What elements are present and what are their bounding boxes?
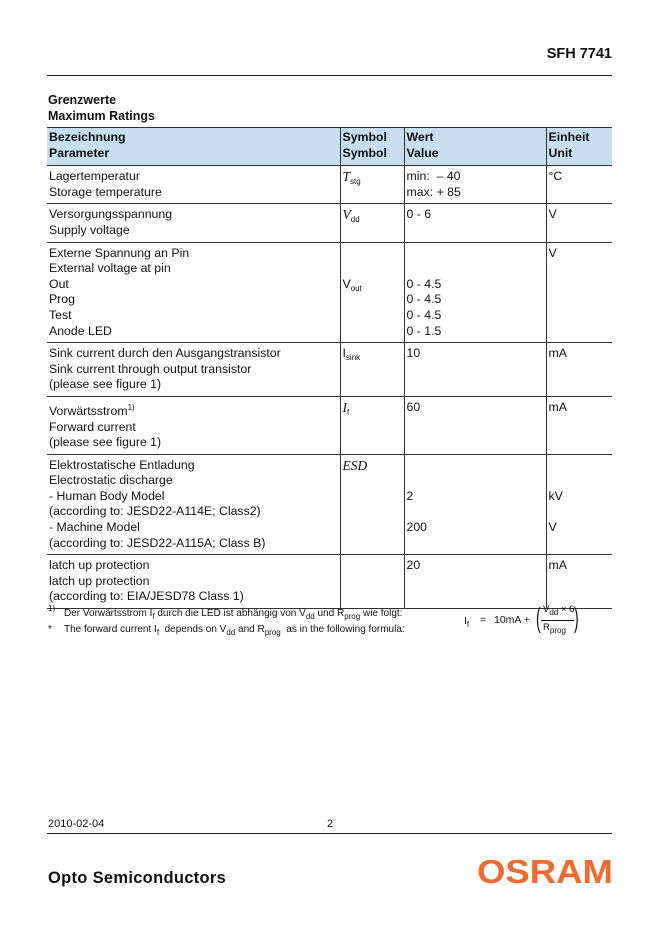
value-cell: [404, 242, 546, 343]
footnote-2-text: and R: [235, 624, 265, 635]
footnote-1-subscript: dd: [305, 612, 315, 621]
param-cell: [47, 555, 340, 609]
forward-current-formula: [462, 604, 592, 638]
unit-text: mA: [548, 399, 567, 414]
unit-text: °C: [548, 169, 563, 184]
page-number: 2: [327, 818, 334, 830]
document-code: SFH 7741: [546, 46, 612, 62]
param-cell: [47, 242, 340, 343]
param-text: (please see figure 1): [49, 435, 162, 450]
unit-cell: [546, 343, 612, 397]
param-text: latch up protection: [49, 558, 150, 573]
maximum-ratings-table: [47, 127, 612, 609]
symbol-subscript: dd: [350, 215, 360, 225]
formula-right-paren: ): [574, 602, 579, 633]
param-text: Versorgungsspannung: [49, 207, 173, 222]
footnote-2-subscript: prog: [264, 628, 281, 637]
symbol-text: I: [342, 346, 346, 361]
company-name: Opto Semiconductors: [48, 869, 227, 887]
footnote-1-subscript: prog: [344, 612, 361, 621]
table-header-row: [47, 128, 612, 166]
param-text: Elektrostatische Entladung: [49, 457, 195, 472]
unit-cell: [546, 555, 612, 609]
symbol-text: V: [342, 207, 351, 223]
value-text: 0 - 4.5: [406, 307, 442, 322]
table-row: [47, 204, 612, 242]
value-text: min: – 40: [406, 169, 461, 184]
header-unit-de: Einheit: [548, 130, 590, 144]
symbol-cell: [340, 454, 404, 555]
value-cell: [404, 555, 546, 609]
header-parameter-en: Parameter: [49, 145, 110, 160]
unit-text: V: [548, 207, 557, 222]
value-cell: [404, 166, 546, 204]
value-text: 0 - 1.5: [406, 323, 442, 338]
section-title-en: Maximum Ratings: [48, 108, 155, 123]
section-title-de: Grenzwerte: [48, 93, 117, 107]
param-text: Sink current through output transistor: [49, 361, 252, 376]
symbol-cell: [340, 343, 404, 397]
osram-logo: [476, 854, 614, 888]
param-cell: [47, 454, 340, 555]
param-text: Lagertemperatur: [49, 169, 140, 184]
param-text: Prog: [49, 292, 75, 307]
value-text: 0 - 4.5: [406, 292, 442, 307]
param-cell: [47, 396, 340, 454]
param-text: Sink current durch den Ausgangstransistor: [49, 346, 281, 361]
header-symbol-de: Symbol: [342, 130, 387, 144]
table-row: [47, 242, 612, 343]
param-text: - Human Body Model: [49, 488, 165, 503]
unit-text: V: [548, 245, 557, 260]
header-rule: [47, 75, 612, 76]
formula-equals: =: [480, 614, 487, 626]
formula-left-paren: (: [536, 602, 541, 633]
symbol-subscript: f: [347, 407, 350, 417]
value-cell: [404, 396, 546, 454]
value-cell: [404, 204, 546, 242]
unit-cell: [546, 242, 612, 343]
footnote-2-mark: *: [48, 624, 52, 635]
unit-cell: [546, 396, 612, 454]
param-text: Supply voltage: [49, 222, 130, 237]
table-row: [47, 454, 612, 555]
formula-denominator: $R_{prog}$: [543, 622, 566, 635]
param-text: Forward current: [49, 419, 136, 434]
header-symbol: [340, 128, 404, 166]
param-text: (according to: EIA/JESD78 Class 1): [49, 589, 244, 604]
header-unit: [546, 128, 612, 166]
param-text: (according to: JESD22-A115A; Class B): [49, 535, 266, 550]
param-text: (according to: JESD22-A114E; Class2): [49, 504, 261, 519]
unit-cell: [546, 166, 612, 204]
footnote-1-text: und R: [314, 608, 345, 619]
footnote-2: [48, 624, 405, 637]
symbol-cell: [340, 242, 404, 343]
param-text: Out: [49, 276, 69, 291]
value-text: 0 - 4.5: [406, 276, 442, 291]
table-row: [47, 396, 612, 454]
param-cell: [47, 204, 340, 242]
param-text: Test: [49, 307, 72, 322]
footnote-1-subscript: f: [152, 612, 155, 621]
value-text: 10: [406, 346, 421, 361]
value-text: max: + 85: [406, 184, 461, 199]
param-text: (please see figure 1): [49, 377, 162, 392]
footnote-2-subscript: f: [156, 628, 160, 637]
formula-constant: 10mA +: [494, 614, 530, 626]
symbol-text: V: [342, 276, 351, 291]
footnote-2-text: as in the following formula:: [280, 624, 405, 635]
footnote-2-text: The forward current I: [64, 624, 157, 635]
footnote-ref: 1): [127, 402, 135, 412]
header-parameter: [47, 128, 340, 166]
formula-numerator: $V_{dd} \times 6$: [543, 604, 575, 617]
footnote-1-mark: 1): [48, 604, 56, 613]
symbol-subscript: sink: [345, 353, 361, 363]
param-text: Vorwärtsstrom: [49, 403, 128, 418]
table-row: [47, 343, 612, 397]
footnote-1: [48, 604, 402, 621]
table-row: [47, 555, 612, 609]
symbol-text: I: [342, 399, 347, 415]
unit-text: kV: [548, 488, 563, 503]
header-value-en: Value: [406, 145, 439, 160]
symbol-cell: [340, 204, 404, 242]
footnote-2-text: depends on V: [159, 624, 227, 635]
section-title: [48, 93, 155, 124]
unit-cell: [546, 454, 612, 555]
symbol-cell: [340, 166, 404, 204]
symbol-cell: [340, 396, 404, 454]
value-text: 200: [406, 520, 428, 535]
footnote-1-text: wie folgt:: [360, 608, 403, 619]
value-text: 60: [406, 399, 421, 414]
param-text: Electrostatic discharge: [49, 473, 173, 488]
param-text: latch up protection: [49, 573, 150, 588]
footer-date: 2010-02-04: [48, 818, 105, 830]
symbol-text: T: [342, 169, 351, 185]
header-value-de: Wert: [406, 130, 434, 144]
unit-text: mA: [548, 558, 567, 573]
header-value: [404, 128, 546, 166]
value-text: 20: [406, 558, 421, 573]
param-text: External voltage at pin: [49, 261, 171, 276]
param-cell: [47, 166, 340, 204]
symbol-subscript: out: [350, 283, 362, 293]
formula-fraction-bar: [541, 620, 574, 621]
symbol-cell: [340, 555, 404, 609]
symbol-text: ESD: [342, 457, 368, 473]
formula-lhs: $I_f$: [464, 615, 470, 629]
header-parameter-de: Bezeichnung: [49, 130, 126, 144]
value-cell: [404, 343, 546, 397]
footnote-1-text: Der Vorwärtsstrom I: [64, 608, 153, 619]
unit-text: V: [548, 520, 557, 535]
unit-text: mA: [548, 346, 567, 361]
footnote-1-text: durch die LED ist abhängig von V: [154, 608, 306, 619]
symbol-subscript: stg: [350, 177, 361, 187]
unit-cell: [546, 204, 612, 242]
value-cell: [404, 454, 546, 555]
param-text: Storage temperature: [49, 184, 162, 199]
param-text: Anode LED: [49, 323, 112, 338]
param-cell: [47, 343, 340, 397]
footer-rule: [47, 833, 612, 834]
param-text: - Machine Model: [49, 520, 140, 535]
value-text: 2: [406, 488, 414, 503]
header-symbol-en: Symbol: [342, 145, 387, 160]
osram-logo-text: OSRAM: [477, 854, 613, 888]
table-row: [47, 166, 612, 204]
header-unit-en: Unit: [548, 145, 573, 160]
param-text: Externe Spannung an Pin: [49, 245, 190, 260]
footnote-2-subscript: dd: [226, 628, 236, 637]
value-text: 0 - 6: [406, 207, 432, 222]
